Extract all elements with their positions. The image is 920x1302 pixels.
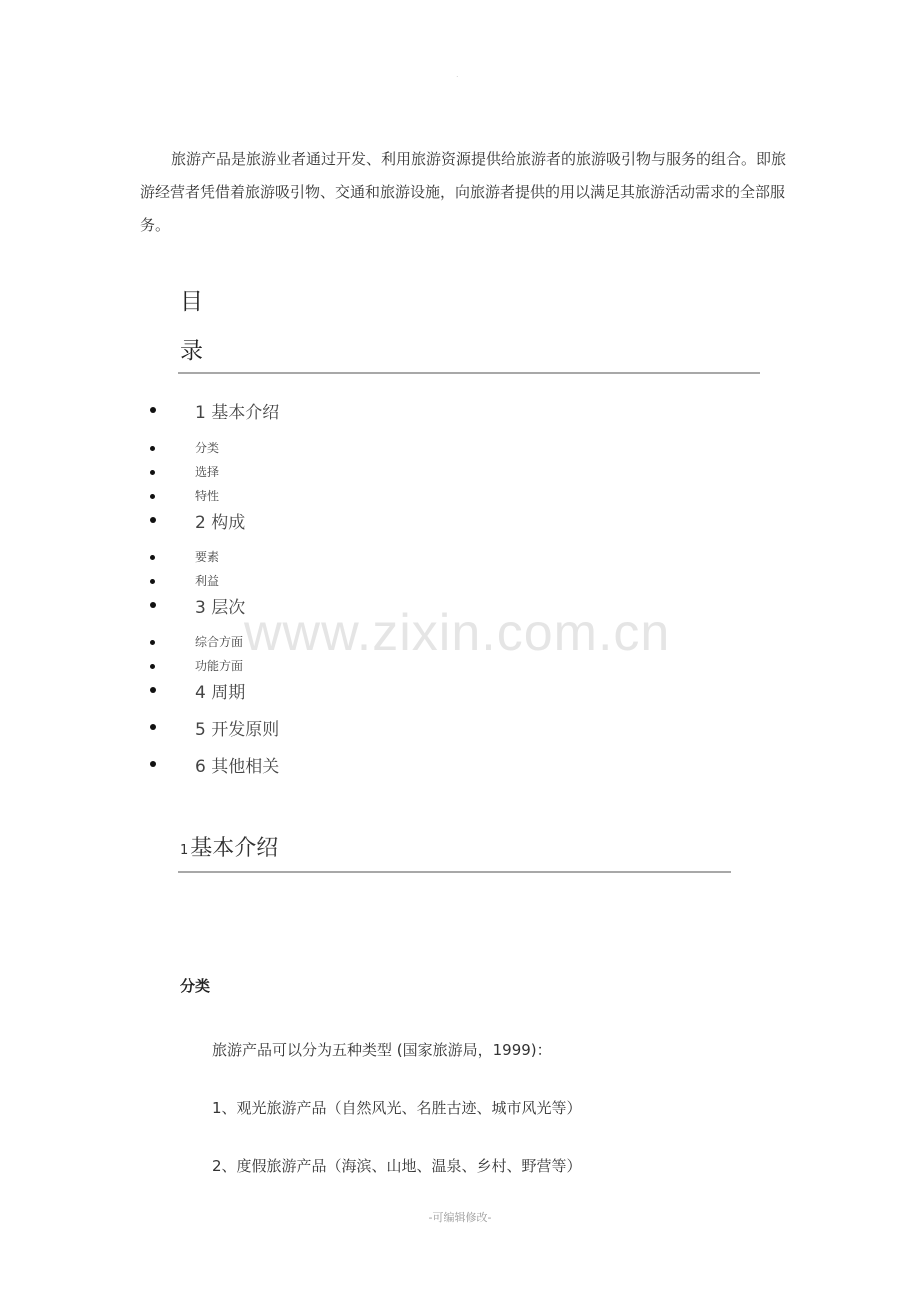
section-title: 基本介绍 [190, 836, 279, 861]
bullet-icon [150, 446, 155, 451]
toc-item-label[interactable]: 要素 [195, 550, 220, 564]
body-line: 2、度假旅游产品（海滨、山地、温泉、乡村、野营等） [212, 1157, 582, 1175]
toc-item-label[interactable]: 特性 [195, 489, 220, 503]
body-line: 旅游产品可以分为五种类型 (国家旅游局，1999)： [212, 1041, 552, 1059]
toc-item-label[interactable]: 6 其他相关 [195, 757, 280, 777]
toc-title-line-2: 录 [180, 338, 203, 364]
bullet-icon [150, 470, 155, 475]
toc-item-label[interactable]: 功能方面 [195, 659, 244, 673]
bullet-icon [150, 602, 156, 608]
body-line: 1、观光旅游产品（自然风光、名胜古迹、城市风光等） [212, 1099, 582, 1117]
toc-item-label[interactable]: 选择 [195, 465, 220, 479]
section-divider [178, 871, 731, 873]
bullet-icon [150, 687, 156, 693]
bullet-icon [150, 761, 156, 767]
toc-item-label[interactable]: 5 开发原则 [195, 720, 280, 740]
toc-item-label[interactable]: 分类 [195, 441, 220, 455]
footer-note: -可编辑修改- [428, 1211, 492, 1224]
section-heading [180, 831, 278, 862]
bullet-icon [150, 724, 156, 730]
bullet-icon [150, 517, 156, 523]
toc-item-label[interactable]: 3 层次 [195, 598, 246, 618]
intro-paragraph: 旅游产品是旅游业者通过开发、利用旅游资源提供给旅游者的旅游吸引物与服务的组合。即旅游经营者凭借着旅游吸引物、交通和旅游设施，向旅游者提供的用以满足其旅游活动需求的全部服务。 [140, 150, 787, 234]
toc-title [180, 278, 203, 376]
bullet-icon [150, 579, 155, 584]
toc-item-label[interactable]: 2 构成 [195, 513, 246, 533]
bullet-icon [150, 640, 155, 645]
top-mark: . [456, 70, 459, 79]
toc-item-label[interactable]: 1 基本介绍 [195, 403, 280, 423]
toc-divider [178, 372, 760, 374]
subsection-heading: 分类 [180, 977, 211, 995]
watermark: www.zixin.com.cn [244, 604, 671, 662]
section-number: 1 [180, 843, 189, 858]
toc-item-label[interactable]: 利益 [195, 574, 220, 588]
bullet-icon [150, 494, 155, 499]
toc-item-label[interactable]: 综合方面 [195, 635, 244, 649]
bullet-icon [150, 664, 155, 669]
toc-item-label[interactable]: 4 周期 [195, 683, 246, 703]
toc-title-line-1: 目 [180, 289, 203, 315]
bullet-icon [150, 555, 155, 560]
bullet-icon [150, 407, 156, 413]
